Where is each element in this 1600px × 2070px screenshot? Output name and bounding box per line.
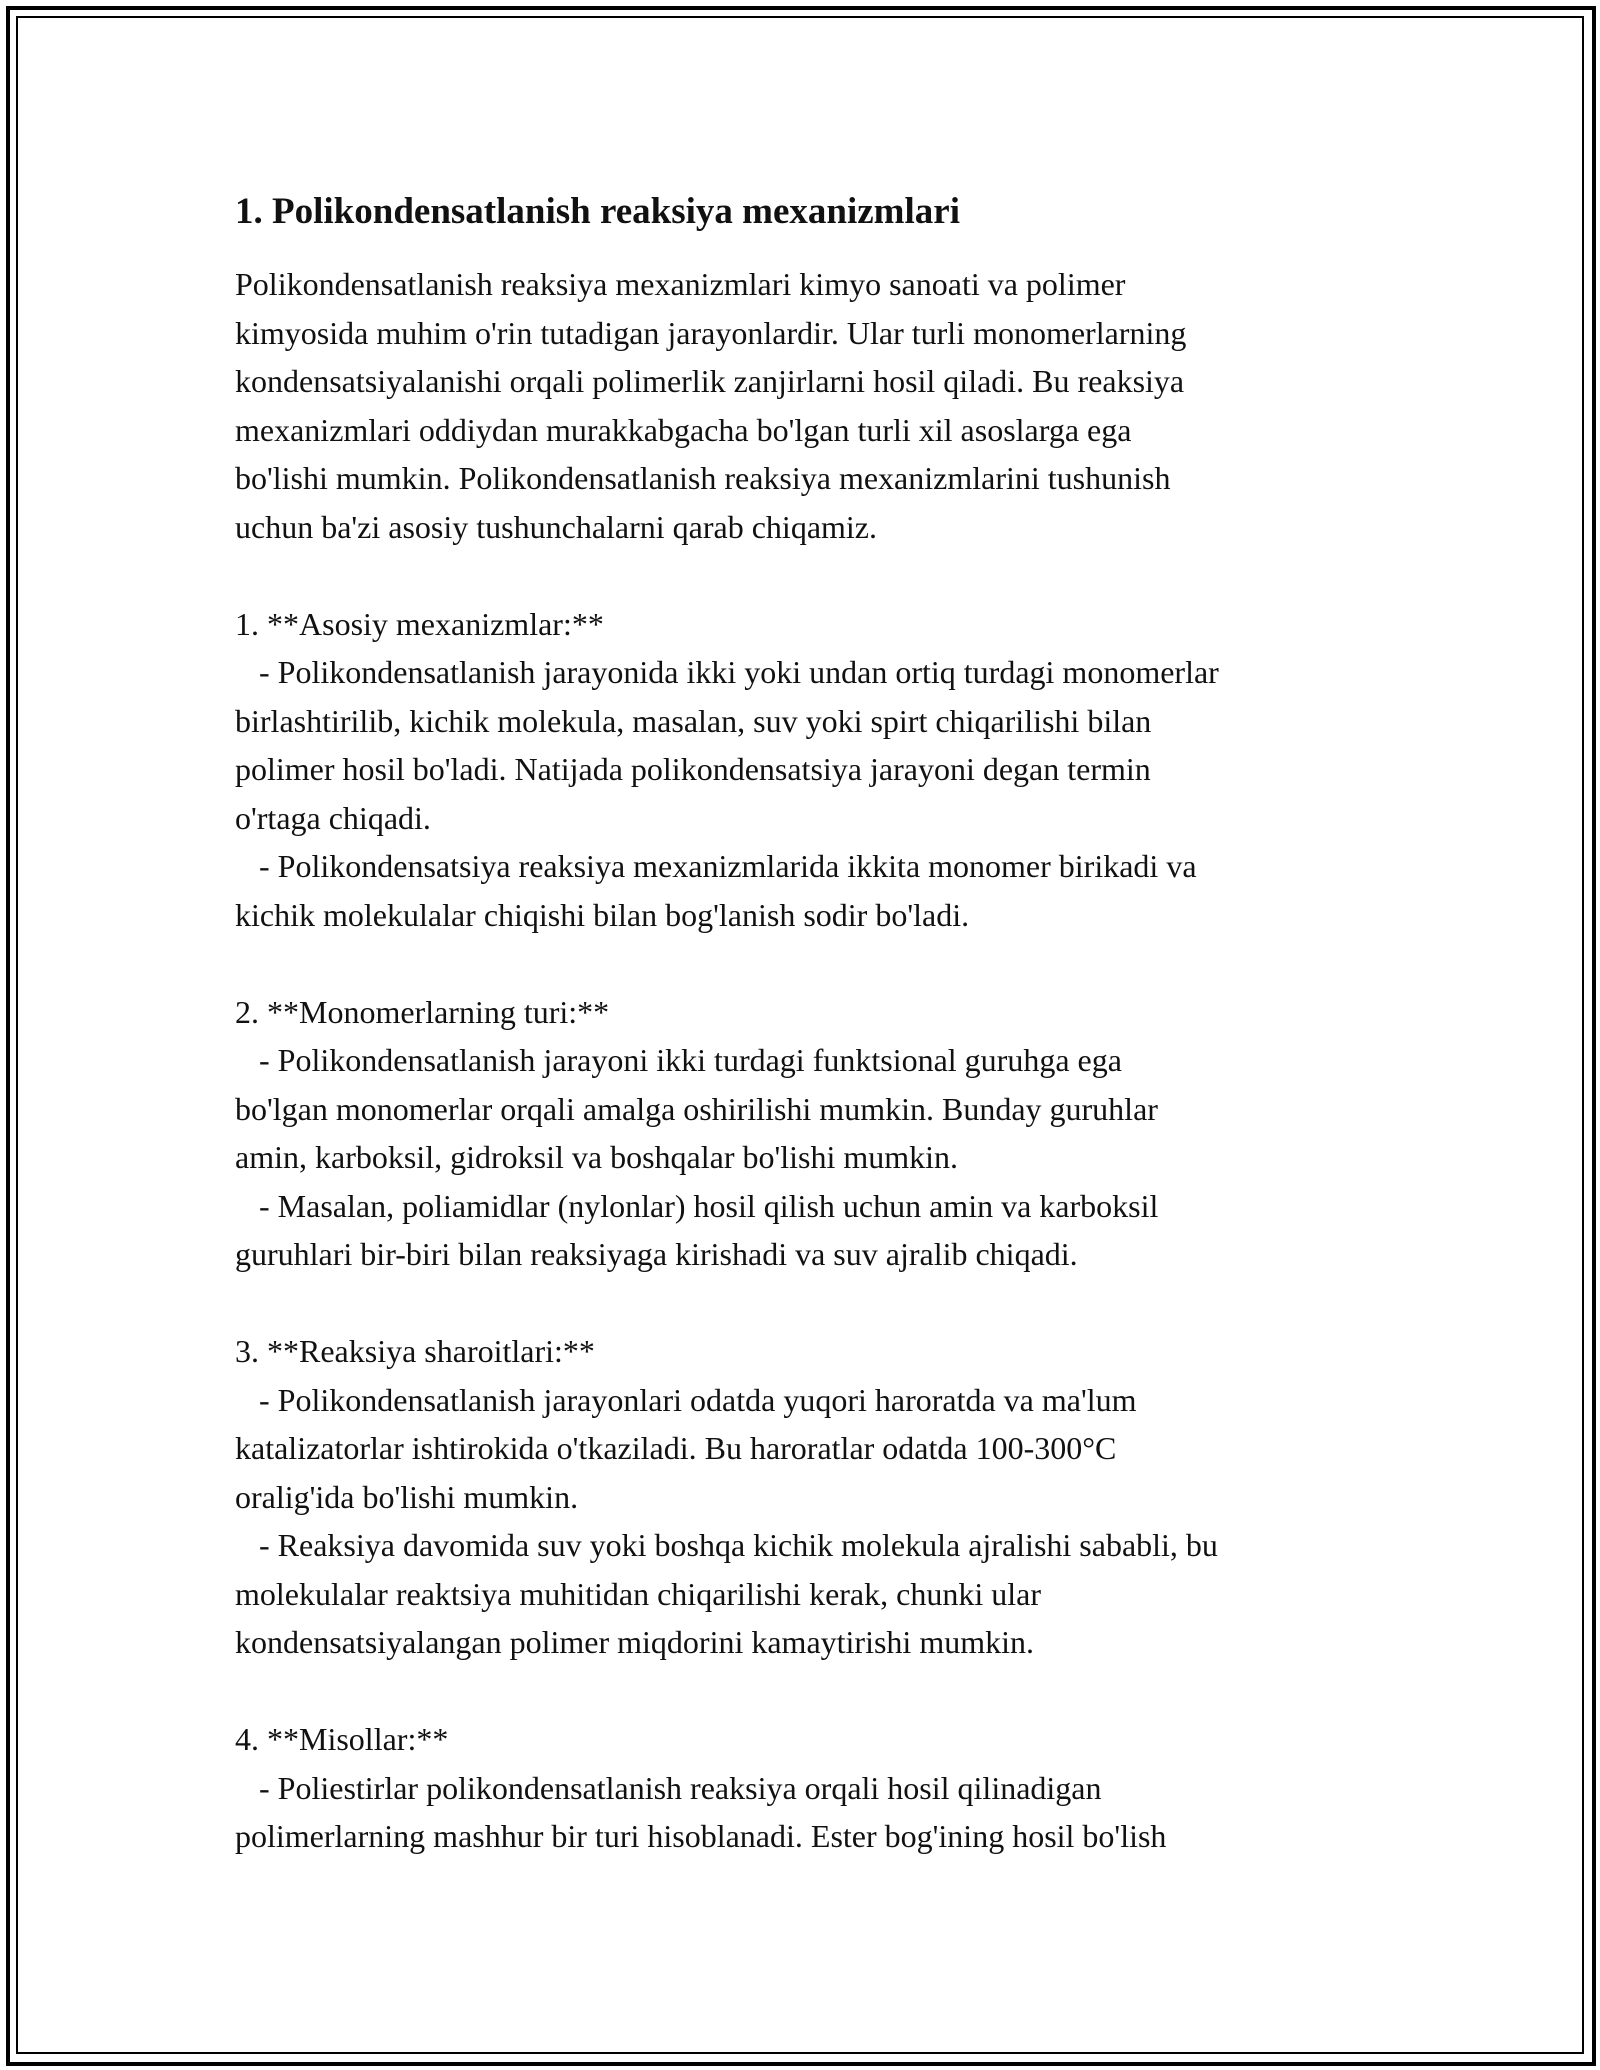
intro-paragraph <box>235 260 1385 551</box>
text-line: - Polikondensatlanish jarayonlari odatda yuqori haroratda va ma'lum <box>235 1381 1137 1418</box>
list-item-title: 3. **Reaksiya sharoitlari:** <box>235 1333 595 1369</box>
text-line: katalizatorlar ishtirokida o'tkaziladi. Bu haroratlar odatda 100-300°C <box>235 1430 1117 1466</box>
section-heading: 1. Polikondensatlanish reaksiya mexanizmlari <box>235 191 960 232</box>
text-line: uchun ba'zi asosiy tushunchalarni qarab chiqamiz. <box>235 508 877 545</box>
list-item-title: 2. **Monomerlarning turi:** <box>235 993 610 1030</box>
list-section-3 <box>235 1327 1385 1667</box>
text-line: kondensatsiyalanishi orqali polimerlik zanjirlarni hosil qiladi. Bu reaksiya <box>235 363 1185 399</box>
text-line: kimyosida muhim o'rin tutadigan jarayonlardir. Ular turli monomerlarning <box>235 314 1187 351</box>
text-line: polimer hosil bo'ladi. Natijada polikondensatsiya jarayoni degan termin <box>235 751 1151 787</box>
text-line: - Polikondensatsiya reaksiya mexanizmlarida ikkita monomer birikadi va <box>235 848 1197 884</box>
text-line: birlashtirilib, kichik molekula, masalan, suv yoki spirt chiqarilishi bilan <box>235 702 1152 739</box>
text-line: - Masalan, poliamidlar (nylonlar) hosil qilish uchun amin va karboksil <box>235 1187 1159 1224</box>
text-line: - Polikondensatlanish jarayonida ikki yoki undan ortiq turdagi monomerlar <box>235 654 1219 690</box>
document-body <box>235 186 1385 1861</box>
text-line: molekulalar reaktsiya muhitidan chiqarilishi kerak, chunki ular <box>235 1575 1041 1612</box>
list-section-2 <box>235 988 1385 1279</box>
text-line: o'rtaga chiqadi. <box>235 799 431 836</box>
list-item-title: 4. **Misollar:** <box>235 1721 449 1757</box>
text-line: oralig'ida bo'lishi mumkin. <box>235 1478 579 1515</box>
text-line: bo'lgan monomerlar orqali amalga oshirilishi mumkin. Bunday guruhlar <box>235 1090 1158 1127</box>
text-line: Polikondensatlanish reaksiya mexanizmlari kimyo sanoati va polimer <box>235 266 1126 302</box>
list-section-1 <box>235 600 1385 940</box>
text-line: mexanizmlari oddiydan murakkabgacha bo'lgan turli xil asoslarga ega <box>235 411 1132 448</box>
list-item-title: 1. **Asosiy mexanizmlar:** <box>235 605 604 642</box>
text-line: - Reaksiya davomida suv yoki boshqa kichik molekula ajralishi sababli, bu <box>235 1527 1218 1563</box>
text-line: kichik molekulalar chiqishi bilan bog'lanish sodir bo'ladi. <box>235 896 970 933</box>
text-line: - Polikondensatlanish jarayoni ikki turdagi funktsional guruhga ega <box>235 1042 1122 1078</box>
text-line: guruhlari bir-biri bilan reaksiyaga kirishadi va suv ajralib chiqadi. <box>235 1236 1078 1272</box>
text-line: amin, karboksil, gidroksil va boshqalar bo'lishi mumkin. <box>235 1139 959 1175</box>
list-section-4 <box>235 1715 1385 1861</box>
text-line: polimerlarning mashhur bir turi hisoblanadi. Ester bog'ining hosil bo'lish <box>235 1818 1167 1854</box>
text-line: - Poliestirlar polikondensatlanish reaksiya orqali hosil qilinadigan <box>235 1769 1102 1806</box>
text-line: kondensatsiyalangan polimer miqdorini kamaytirishi mumkin. <box>235 1624 1034 1660</box>
text-line: bo'lishi mumkin. Polikondensatlanish reaksiya mexanizmlarini tushunish <box>235 460 1171 496</box>
